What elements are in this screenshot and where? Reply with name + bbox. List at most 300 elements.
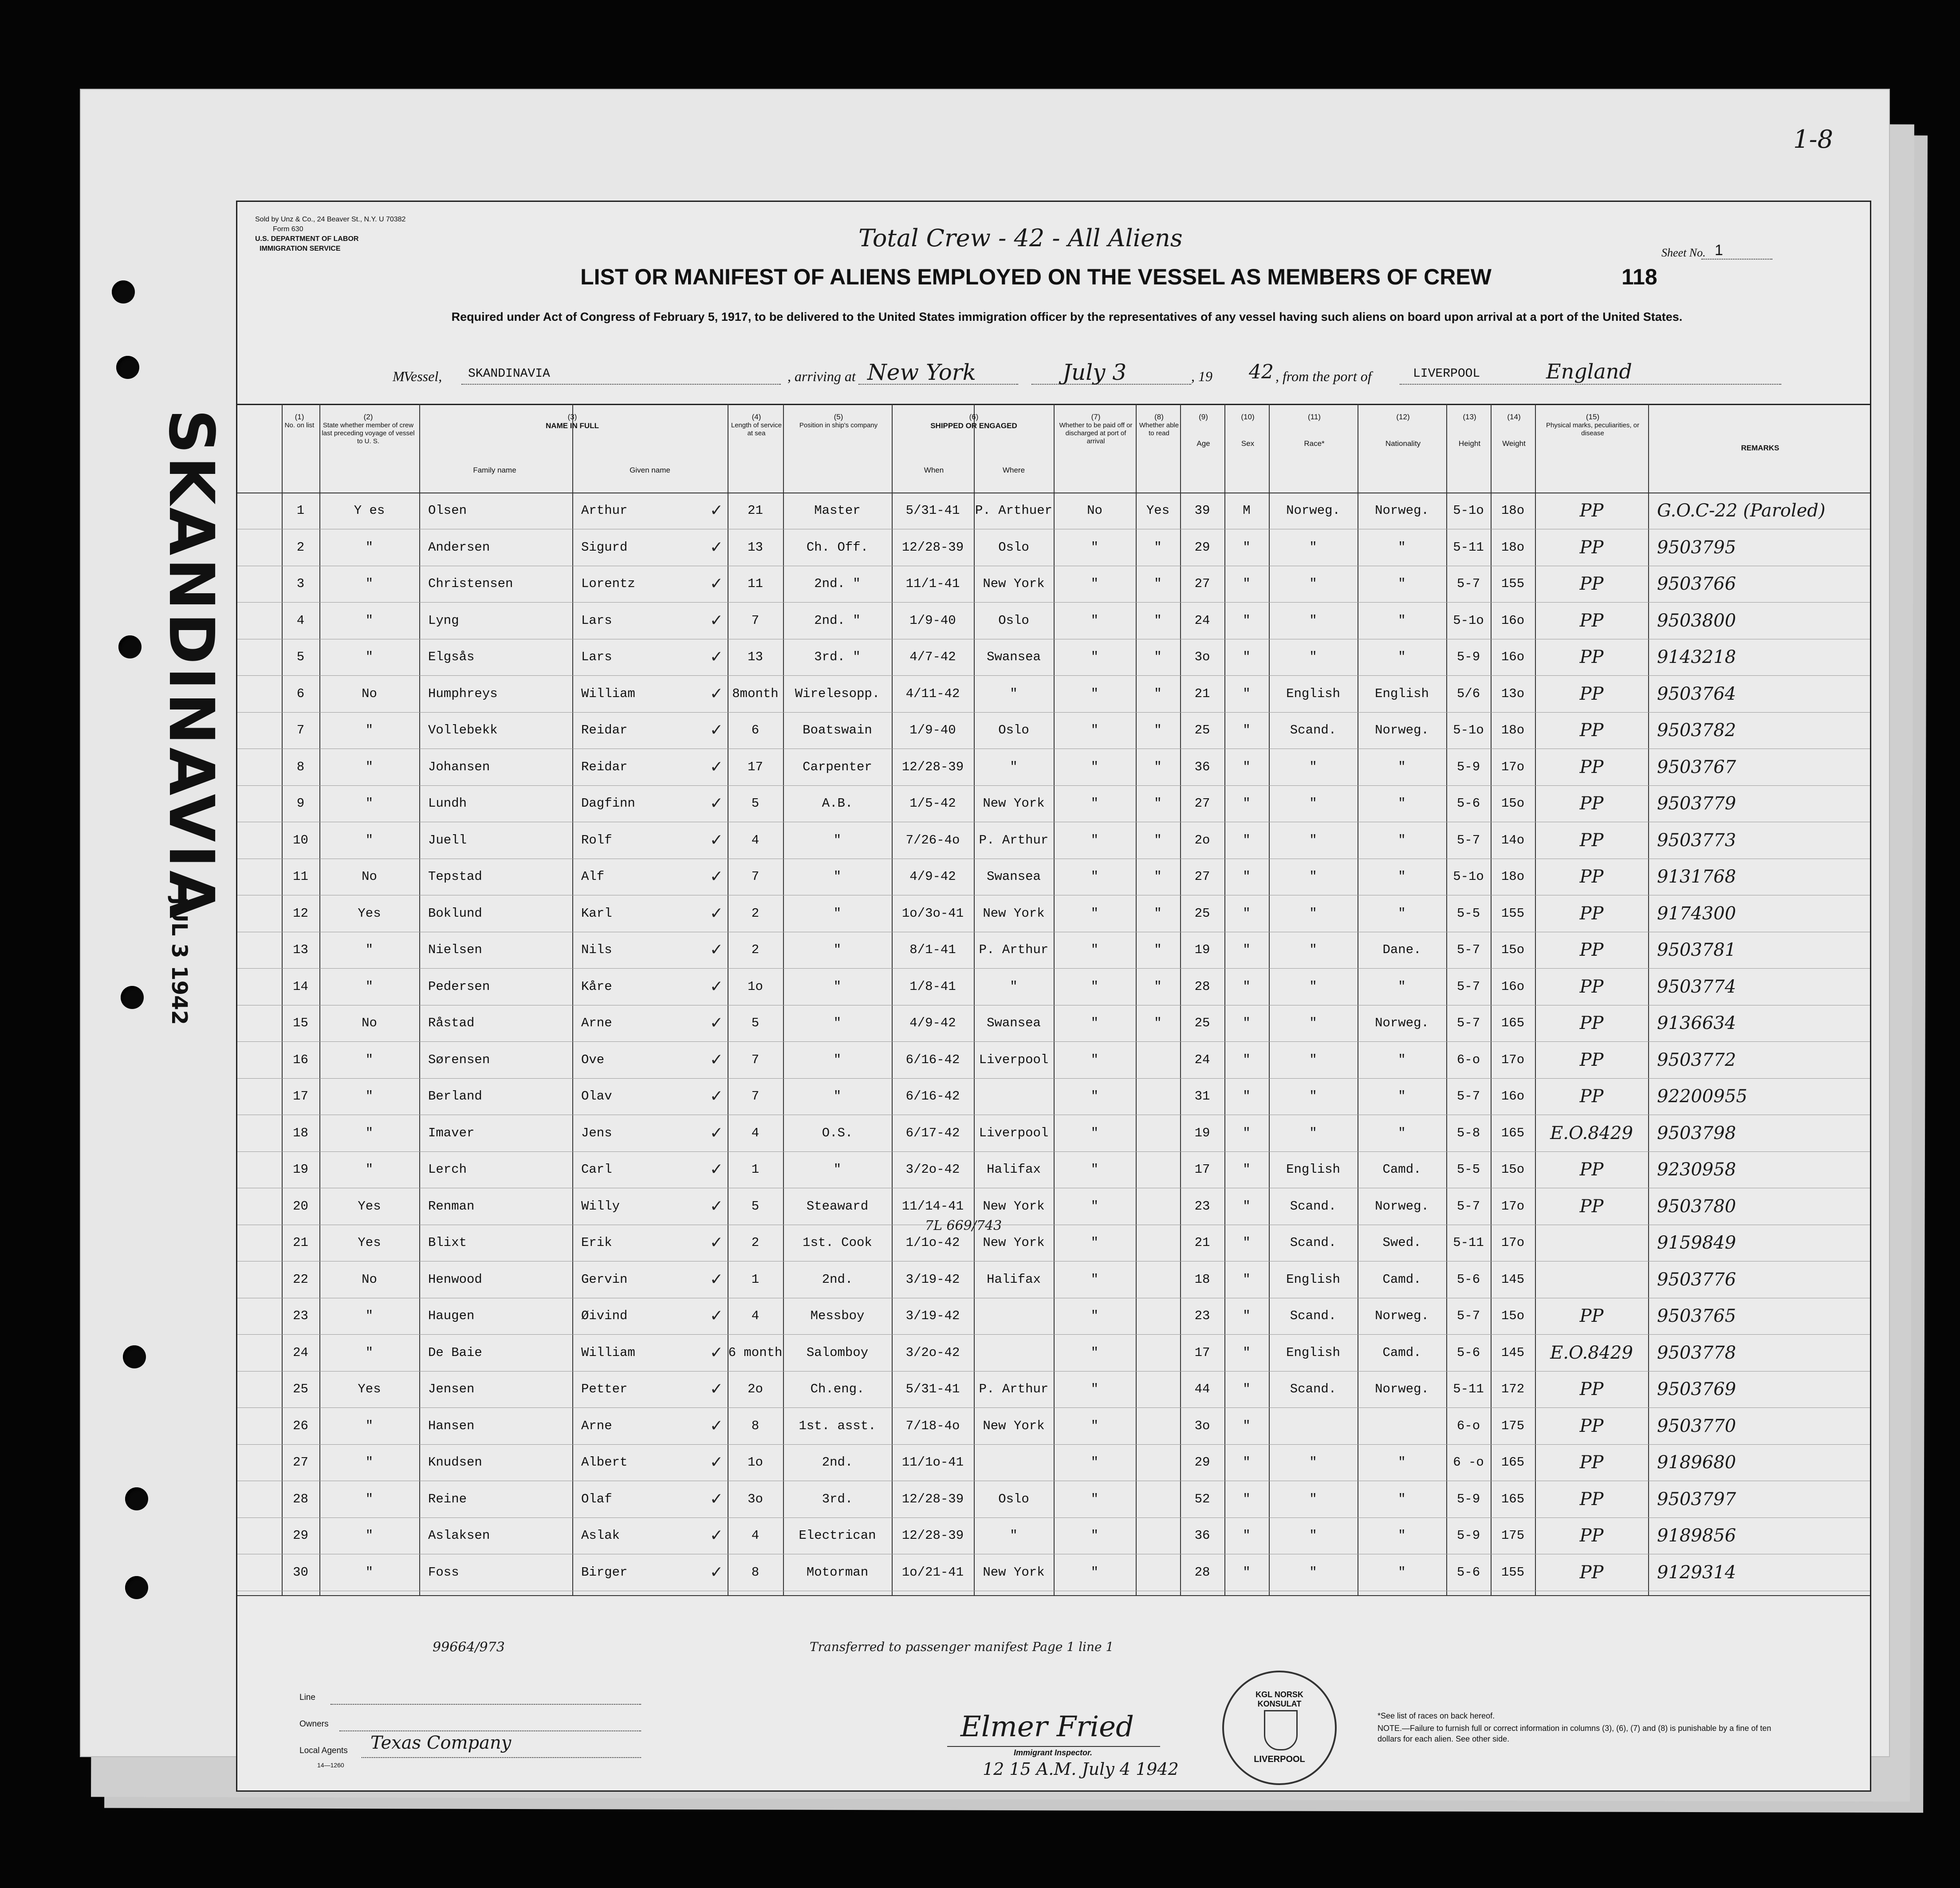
cell-given: Arne (581, 1418, 612, 1433)
crew-table (237, 404, 1870, 1637)
cell-age: 27 (1194, 796, 1210, 811)
cell-when: 1o/21-41 (901, 1565, 964, 1580)
cell-marks: PP (1579, 1086, 1604, 1107)
cell-sex: " (1243, 1455, 1251, 1470)
cell-where: New York (983, 906, 1045, 921)
cell-weight: 15o (1501, 796, 1525, 811)
cell-no: 6 (296, 686, 305, 701)
cell-height: 5-8 (1456, 1125, 1480, 1140)
cell-prev: Y es (354, 503, 385, 518)
cell-no: 5 (296, 650, 305, 664)
cell-prev: " (365, 1345, 374, 1360)
cell-given: Nils (581, 942, 612, 957)
cell-marks: PP (1579, 683, 1604, 704)
cell-position: 1st. Cook (803, 1235, 872, 1250)
cell-marks: PP (1579, 1013, 1604, 1033)
cell-weight: 17o (1501, 1052, 1525, 1067)
cell-no: 29 (293, 1528, 308, 1543)
cell-no: 24 (293, 1345, 308, 1360)
cell-where: Oslo (998, 723, 1029, 737)
cell-paid: " (1090, 906, 1099, 921)
cell-age: 25 (1194, 723, 1210, 737)
consulate-stamp (1222, 1671, 1337, 1785)
cell-weight: 17o (1501, 1235, 1525, 1250)
cell-prev: " (365, 942, 374, 957)
cell-age: 36 (1194, 759, 1210, 774)
cell-prev: " (365, 1052, 374, 1067)
cell-prev: " (365, 979, 374, 994)
table-bottom-rule (237, 1595, 1870, 1596)
cell-height: 5-1o (1453, 869, 1484, 884)
cell-where: New York (983, 1418, 1045, 1433)
cell-position: " (833, 906, 842, 921)
cell-marks: PP (1579, 1525, 1604, 1546)
cell-weight: 155 (1501, 1565, 1525, 1580)
cell-no: 10 (293, 832, 308, 847)
manifest-title: LIST OR MANIFEST OF ALIENS EMPLOYED ON THE VESSEL AS MEMBERS OF CREW (580, 264, 1492, 289)
col3-header: (3) NAME IN FULL (546, 413, 599, 430)
cell-remarks: 9131768 (1657, 867, 1736, 887)
cell-sex: " (1243, 979, 1251, 994)
cell-position: " (833, 1016, 842, 1030)
cell-remarks: 92200955 (1657, 1086, 1747, 1107)
cell-marks: PP (1579, 1562, 1604, 1583)
cell-when: 12/28-39 (901, 1491, 964, 1506)
cell-given: Birger (581, 1565, 628, 1580)
cell-family: Lundh (428, 796, 467, 811)
table-row (237, 529, 1870, 566)
vessel-label: Vessel, (404, 368, 442, 384)
sheet-label: Sheet No. (1661, 246, 1706, 259)
cell-weight: 165 (1501, 1016, 1525, 1030)
cell-weight: 165 (1501, 1125, 1525, 1140)
cell-weight: 15o (1501, 1162, 1525, 1177)
cell-sex: " (1243, 540, 1251, 555)
cell-remarks: 9159849 (1657, 1233, 1736, 1253)
cell-family: Foss (428, 1565, 459, 1580)
cell-marks: PP (1579, 720, 1604, 741)
cell-prev: No (362, 1272, 377, 1287)
cell-sex: " (1243, 576, 1251, 591)
table-row (237, 785, 1870, 822)
cell-no: 14 (293, 979, 308, 994)
department: U.S. DEPARTMENT OF LABOR (255, 235, 359, 243)
cell-given: Lars (581, 650, 612, 664)
cell-when: 6/16-42 (905, 1052, 960, 1067)
cell-remarks: 9503780 (1657, 1196, 1736, 1217)
form-number: Form 630 (273, 225, 303, 233)
cell-nationality: " (1398, 650, 1406, 664)
cell-prev: " (365, 1491, 374, 1506)
family-name-header: Family name (473, 466, 516, 474)
cell-family: Humphreys (428, 686, 498, 701)
table-row (237, 639, 1870, 676)
cell-height: 6-o (1456, 1418, 1480, 1433)
cell-read (1136, 1517, 1180, 1554)
cell-sex: " (1243, 1272, 1251, 1287)
check-mark-icon: ✓ (709, 1416, 724, 1435)
cell-weight: 165 (1501, 1455, 1525, 1470)
cell-nationality: " (1398, 906, 1406, 921)
cell-prev: " (365, 1455, 374, 1470)
cell-when: 5/31-41 (905, 1382, 960, 1396)
check-mark-icon: ✓ (709, 977, 724, 996)
check-mark-icon: ✓ (709, 831, 724, 849)
cell-marks: PP (1579, 1159, 1604, 1180)
cell-no: 25 (293, 1382, 308, 1396)
table-row (237, 1261, 1870, 1298)
margin-ship-stamp: SKANDINAVIA (155, 409, 227, 921)
cell-nationality: Camd. (1382, 1272, 1421, 1287)
cell-position: Wirelesopp. (795, 686, 880, 701)
table-row (237, 566, 1870, 603)
punch-hole (125, 1576, 148, 1599)
cell-family: Haugen (428, 1309, 475, 1323)
table-row (237, 895, 1870, 932)
cell-race: " (1309, 1491, 1317, 1506)
cell-position: 1st. asst. (799, 1418, 876, 1433)
cell-position: Boatswain (803, 723, 872, 737)
cell-position: Master (814, 503, 861, 518)
cell-where: New York (983, 1198, 1045, 1214)
cell-race: English (1286, 1162, 1340, 1177)
cell-race: " (1309, 832, 1317, 847)
cell-family: Henwood (428, 1272, 482, 1287)
margin-date-stamp: JUL 3 1942 (167, 897, 192, 1025)
from-port: LIVERPOOL (1413, 367, 1480, 381)
cell-marks: PP (1579, 830, 1604, 851)
cell-paid: " (1090, 686, 1099, 701)
cell-no: 4 (296, 613, 305, 628)
cell-position: " (833, 979, 842, 994)
cell-remarks: 9503778 (1657, 1342, 1736, 1363)
cell-where: Halifax (987, 1272, 1041, 1287)
cell-when: 4/7-42 (909, 650, 956, 664)
cell-given: Olav (581, 1089, 612, 1104)
cell-sex: " (1243, 906, 1251, 921)
cell-prev: " (365, 832, 374, 847)
cell-service: 7 (751, 1052, 760, 1067)
check-mark-icon: ✓ (709, 1526, 724, 1545)
cell-family: Vollebekk (428, 723, 498, 737)
cell-read: " (1154, 796, 1162, 811)
cell-weight: 145 (1501, 1272, 1525, 1287)
cell-given: Erik (581, 1235, 612, 1250)
cell-height: 5-7 (1456, 979, 1480, 994)
cell-no: 23 (293, 1309, 308, 1323)
cell-service: 13 (748, 540, 763, 555)
cell-age: 24 (1194, 613, 1210, 628)
cell-where: Oslo (998, 540, 1029, 555)
cell-read: " (1154, 723, 1162, 737)
cell-no: 13 (293, 942, 308, 957)
cell-weight: 14o (1501, 832, 1525, 847)
races-note: *See list of races on back hereof. (1378, 1711, 1495, 1720)
cell-height: 5-7 (1456, 1016, 1480, 1030)
cell-nationality: Dane. (1382, 942, 1421, 957)
cell-position: " (833, 869, 842, 884)
cell-nationality: " (1398, 979, 1406, 994)
cell-service: 2o (748, 1382, 763, 1396)
cell-marks: PP (1579, 1196, 1604, 1217)
check-mark-icon: ✓ (709, 1490, 724, 1508)
cell-where: Oslo (998, 1491, 1029, 1506)
cell-remarks: 9503766 (1657, 574, 1736, 594)
col12-header: (12) Nationality (1385, 413, 1421, 448)
cell-sex: " (1243, 1345, 1251, 1360)
inspector-time: 12 15 A.M. July 4 1942 (983, 1759, 1179, 1779)
cell-age: 44 (1194, 1382, 1210, 1396)
arrival-port: New York (867, 359, 976, 385)
cell-family: Renman (428, 1198, 475, 1214)
cell-read (1136, 1151, 1180, 1188)
cell-no: 30 (293, 1565, 308, 1580)
check-mark-icon: ✓ (709, 1453, 724, 1471)
cell-given: Ove (581, 1052, 605, 1067)
cell-service: 5 (751, 1198, 760, 1214)
cell-service: 2 (751, 942, 760, 957)
cell-age: 25 (1194, 1016, 1210, 1030)
cell-when: 3/19-42 (905, 1309, 960, 1323)
check-mark-icon: ✓ (709, 1197, 724, 1215)
cell-marks: PP (1579, 1306, 1604, 1326)
cell-prev: " (365, 1089, 374, 1104)
cell-sex: " (1243, 1125, 1251, 1140)
cell-marks: PP (1579, 976, 1604, 997)
cell-where (974, 1078, 1054, 1115)
check-mark-icon: ✓ (709, 1270, 724, 1289)
cell-read: " (1154, 613, 1162, 628)
cell-read: " (1154, 1016, 1162, 1030)
cell-when: 1/9-40 (909, 613, 956, 628)
cell-where: Swansea (987, 1016, 1041, 1030)
cell-no: 2 (296, 540, 305, 555)
cell-age: 17 (1194, 1162, 1210, 1177)
cell-read (1136, 1444, 1180, 1481)
cell-position: " (833, 1052, 842, 1067)
table-row (237, 1371, 1870, 1408)
cell-position: Ch. Off. (806, 540, 869, 555)
table-row (237, 1042, 1870, 1079)
cell-service: 7 (751, 869, 760, 884)
cell-given: Reidar (581, 723, 628, 737)
cell-position: O.S. (822, 1125, 853, 1140)
table-row (237, 1408, 1870, 1445)
cell-when: 7/26-4o (905, 832, 960, 847)
cell-where: New York (983, 1235, 1045, 1250)
cell-where: P. Arthuer (975, 503, 1053, 518)
cell-age: 19 (1194, 942, 1210, 957)
cell-prev: " (365, 540, 374, 555)
cell-marks: PP (1579, 1049, 1604, 1070)
cell-family: Boklund (428, 906, 482, 921)
cell-when: 1/5-42 (909, 796, 956, 811)
cell-where: P. Arthur (979, 942, 1049, 957)
cell-race: " (1309, 979, 1317, 994)
cell-where: Oslo (998, 613, 1029, 628)
cell-paid: " (1090, 613, 1099, 628)
cell-paid: " (1090, 1309, 1099, 1323)
cell-nationality: Swed. (1382, 1235, 1421, 1250)
cell-age: 19 (1194, 1125, 1210, 1140)
cell-sex: " (1243, 723, 1251, 737)
cell-family: Hansen (428, 1418, 475, 1433)
cell-height: 5-1o (1453, 723, 1484, 737)
table-row (237, 1335, 1870, 1372)
cell-age: 29 (1194, 1455, 1210, 1470)
cell-read: " (1154, 942, 1162, 957)
cell-where: Swansea (987, 650, 1041, 664)
cell-height: 5-6 (1456, 1272, 1480, 1287)
cell-nationality: Norweg. (1375, 1309, 1429, 1323)
cell-service: 1 (751, 1162, 760, 1177)
inspector-label: Immigrant Inspector. (1014, 1748, 1093, 1757)
cell-position: Salomboy (806, 1345, 869, 1360)
row28-transfer-note: Transferred to passenger manifest Page 1 line 1 (810, 1640, 1114, 1654)
cell-race: " (1309, 869, 1317, 884)
date-underline (1031, 384, 1191, 385)
cell-service: 13 (748, 650, 763, 664)
arrival-date: July 3 (1063, 359, 1127, 385)
check-mark-icon: ✓ (709, 1050, 724, 1069)
cell-no: 3 (296, 576, 305, 591)
cell-service: 6 (751, 723, 760, 737)
cell-given: Arthur (581, 503, 628, 518)
cell-height: 5-7 (1456, 1198, 1480, 1214)
cell-age: 17 (1194, 1345, 1210, 1360)
cell-given: Karl (581, 906, 612, 921)
cell-when: 3/2o-42 (905, 1162, 960, 1177)
cell-sex: " (1243, 942, 1251, 957)
cell-age: 21 (1194, 686, 1210, 701)
cell-when: 7/18-4o (905, 1418, 960, 1433)
cell-marks: PP (1579, 1379, 1604, 1399)
cell-family: Imaver (428, 1125, 475, 1140)
cell-given: Albert (581, 1455, 628, 1470)
cell-remarks: 9174300 (1657, 903, 1736, 924)
cell-age: 28 (1194, 979, 1210, 994)
cell-where (974, 1298, 1054, 1335)
cell-family: Jensen (428, 1382, 475, 1396)
cell-where: " (1010, 1528, 1018, 1543)
vessel-name: SKANDINAVIA (468, 367, 550, 381)
cell-remarks: 9503772 (1657, 1049, 1736, 1070)
cell-race (1269, 1408, 1358, 1445)
cell-prev: Yes (358, 906, 381, 921)
cell-given: Gervin (581, 1272, 628, 1287)
check-mark-icon: ✓ (709, 1234, 724, 1252)
cell-weight: 13o (1501, 686, 1525, 701)
cell-nationality: " (1398, 1052, 1406, 1067)
cell-age: 3o (1194, 1418, 1210, 1433)
cell-when: 4/9-42 (909, 869, 956, 884)
cell-paid: " (1090, 1528, 1099, 1543)
cell-marks: PP (1579, 940, 1604, 960)
cell-paid: " (1090, 1491, 1099, 1506)
agents-value: Texas Company (370, 1733, 512, 1753)
cell-no: 20 (293, 1198, 308, 1214)
cell-no: 9 (296, 796, 305, 811)
cell-sex: " (1243, 869, 1251, 884)
cell-when: 11/1-41 (905, 576, 960, 591)
cell-service: 5 (751, 1016, 760, 1030)
cell-marks: E.O.8429 (1550, 1123, 1633, 1143)
cell-given: William (581, 686, 635, 701)
cell-no: 1 (296, 503, 305, 518)
check-mark-icon: ✓ (709, 1160, 724, 1179)
cell-marks: PP (1579, 1415, 1604, 1436)
cell-service: 8 (751, 1565, 760, 1580)
cell-position: " (833, 1162, 842, 1177)
cell-when: 6/16-42 (905, 1089, 960, 1104)
cell-read: " (1154, 832, 1162, 847)
cell-prev: " (365, 1309, 374, 1323)
cell-remarks: 9503774 (1657, 976, 1736, 997)
cell-weight: 175 (1501, 1528, 1525, 1543)
col1-header: (1) No. on list (284, 413, 315, 430)
cell-remarks: 9189856 (1657, 1525, 1736, 1546)
cell-family: Reine (428, 1491, 467, 1506)
cell-race: Scand. (1290, 1382, 1337, 1396)
cell-weight: 165 (1501, 1491, 1525, 1506)
cell-race: " (1309, 942, 1317, 957)
cell-marks: PP (1579, 757, 1604, 777)
cell-read: Yes (1146, 503, 1170, 518)
table-row (237, 493, 1870, 529)
cell-race: Norweg. (1286, 503, 1340, 518)
cell-position: 2nd. (822, 1455, 853, 1470)
line-label: Line (299, 1693, 315, 1702)
cell-prev: No (362, 1016, 377, 1030)
cell-when: 11/14-41 (901, 1198, 964, 1214)
cell-race: " (1309, 759, 1317, 774)
col14-header: (14) Weight (1502, 413, 1526, 448)
cell-remarks: 9503782 (1657, 720, 1736, 741)
check-mark-icon: ✓ (709, 648, 724, 666)
cell-when: 11/1o-41 (901, 1455, 964, 1470)
cell-given: Reidar (581, 759, 628, 774)
check-mark-icon: ✓ (709, 1307, 724, 1325)
cell-nationality: " (1398, 759, 1406, 774)
cell-where (974, 1444, 1054, 1481)
agents-label: Local Agents (299, 1746, 348, 1755)
cell-race: " (1309, 1455, 1317, 1470)
cell-remarks: 9503781 (1657, 940, 1736, 960)
col8-header: (8) Whether able to read (1139, 413, 1179, 438)
cell-weight: 15o (1501, 942, 1525, 957)
vessel-underline (461, 384, 781, 385)
cell-nationality: " (1398, 1565, 1406, 1580)
cell-when: 4/9-42 (909, 1016, 956, 1030)
cell-where: " (1010, 686, 1018, 701)
cell-read: " (1154, 540, 1162, 555)
check-mark-icon: ✓ (709, 684, 724, 703)
cell-paid: " (1090, 650, 1099, 664)
cell-height: 5/6 (1456, 686, 1480, 701)
col7-header: (7) Whether to be paid off or discharged at port of arrival (1059, 413, 1133, 445)
fine-note: NOTE.—Failure to furnish full or correct information in columns (3), (6), (7) and (8) is punishable by a fine of ten dollars for each alien. See other side. (1378, 1724, 1771, 1744)
cell-race: " (1309, 796, 1317, 811)
cell-paid: No (1087, 503, 1102, 518)
cell-height: 6-o (1456, 1052, 1480, 1067)
cell-paid: " (1090, 759, 1099, 774)
cell-service: 7 (751, 1089, 760, 1104)
cell-marks: PP (1579, 1489, 1604, 1510)
cell-sex: " (1243, 1235, 1251, 1250)
cell-prev: " (365, 650, 374, 664)
cell-weight: 145 (1501, 1345, 1525, 1360)
cell-sex: " (1243, 1198, 1251, 1214)
